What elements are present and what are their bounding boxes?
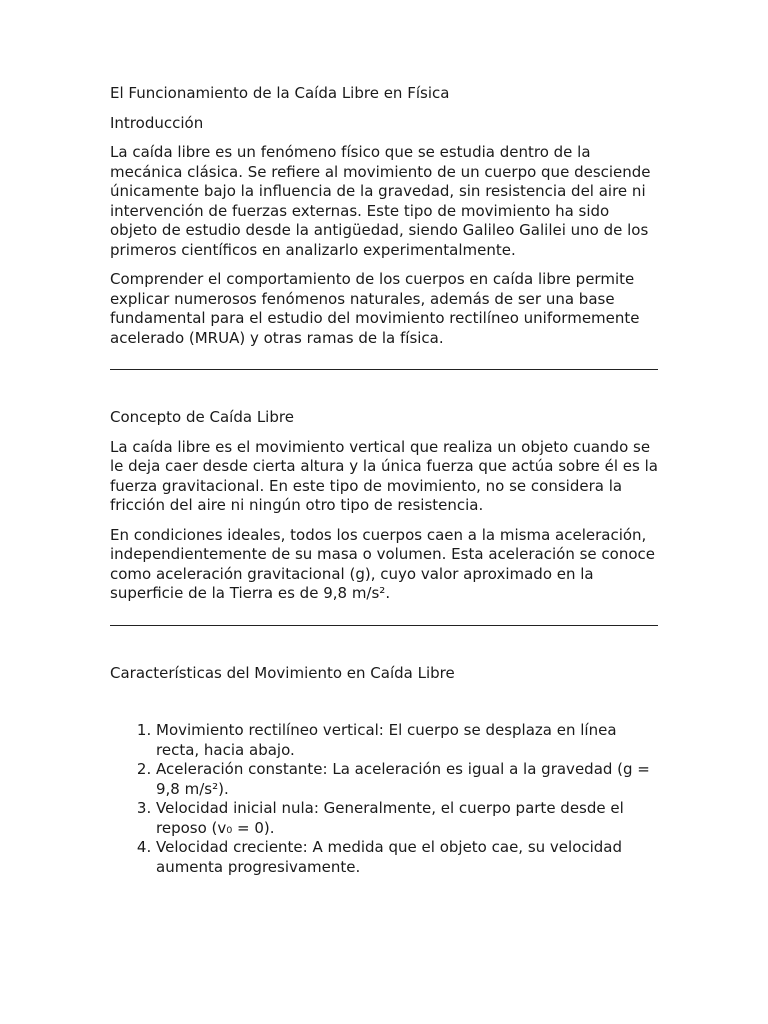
- list-item: 4. Velocidad creciente: A medida que el objeto cae, su velocidad aumenta progresivamente.: [156, 838, 658, 877]
- list-item: 3. Velocidad inicial nula: Generalmente, el cuerpo parte desde el reposo (v₀ = 0).: [156, 799, 658, 838]
- intro-paragraph-1: La caída libre es un fenómeno físico que se estudia dentro de la mecánica clásica. Se refiere al movimiento de un cuerpo que desciende únicamente bajo la influencia de la gravedad, sin resistencia del aire ni intervención de fuerzas externas. Este tipo de movimiento ha sido objeto de estudio desde la antigüedad, siendo Galileo Galilei uno de los primeros científicos en analizarlo experimentalmente.: [110, 143, 651, 259]
- concept-paragraph-2: En condiciones ideales, todos los cuerpos caen a la misma aceleración, independientemente de su masa o volumen. Esta aceleración se conoce como aceleración gravitacional (g), cuyo valor aproximado en la superficie de la Tierra es de 9,8 m/s².: [110, 525, 656, 602]
- list-item: 1. Movimiento rectilíneo vertical: El cuerpo se desplaza en línea recta, hacia abajo.: [156, 721, 658, 760]
- characteristics-heading: Características del Movimiento en Caída Libre: [110, 663, 455, 682]
- characteristics-list: [110, 721, 658, 877]
- section-divider: [110, 625, 658, 626]
- intro-paragraph-2: Comprender el comportamiento de los cuerpos en caída libre permite explicar numerosos fenómenos naturales, además de ser una base fundamental para el estudio del movimiento rectilíneo uniformemente acelerado (MRUA) y otras ramas de la física.: [110, 270, 640, 347]
- concept-paragraph-1: La caída libre es el movimiento vertical que realiza un objeto cuando se le deja caer desde cierta altura y la única fuerza que actúa sobre él es la fuerza gravitacional. En este tipo de movimiento, no se considera la fricción del aire ni ningún otro tipo de resistencia.: [110, 437, 658, 514]
- concept-heading: Concepto de Caída Libre: [110, 408, 294, 426]
- list-item: 2. Aceleración constante: La aceleración es igual a la gravedad (g = 9,8 m/s²).: [156, 760, 658, 799]
- section-divider: [110, 369, 658, 370]
- intro-heading: Introducción: [110, 113, 204, 132]
- document-title: El Funcionamiento de la Caída Libre en Física: [110, 84, 450, 102]
